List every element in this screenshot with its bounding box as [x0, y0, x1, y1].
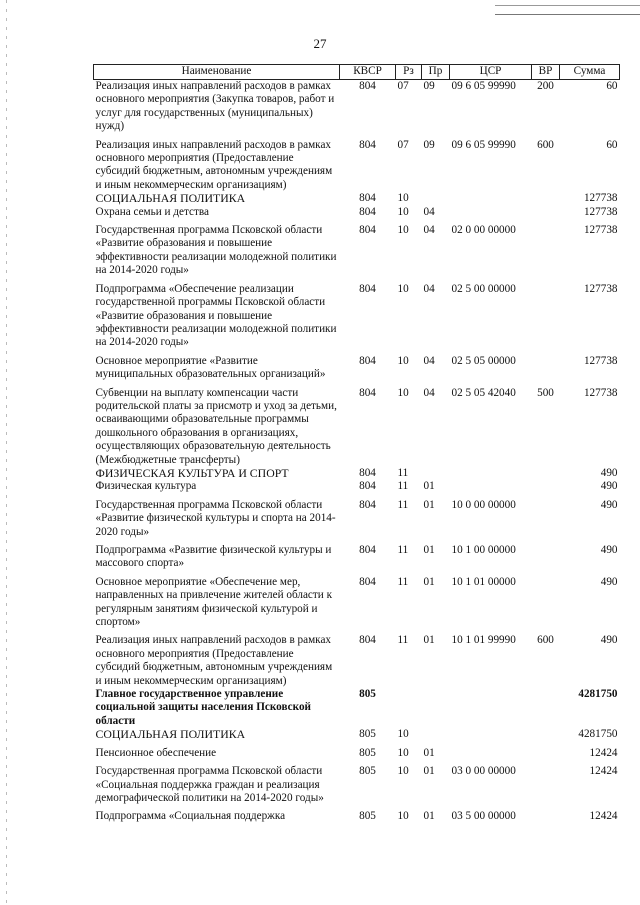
cell-sum: 4281750: [578, 728, 618, 741]
cell-pr: 01: [423, 575, 435, 588]
cell-csr: 03 0 00 00000: [451, 765, 516, 778]
cell-pr: [422, 192, 450, 205]
cell-csr: 10 1 00 00000: [451, 544, 516, 556]
cell-vr: [532, 480, 560, 493]
header-sum: Сумма: [560, 65, 620, 80]
cell-csr: [450, 206, 532, 219]
table-row: [94, 192, 620, 205]
table-row: [94, 206, 620, 219]
cell-vr: 600: [537, 634, 554, 647]
cell-kvsr: 804: [359, 354, 376, 367]
cell-rz: 10: [397, 765, 409, 778]
table-row: [94, 278, 620, 350]
cell-csr: [450, 688, 532, 728]
cell-kvsr: 804: [359, 205, 376, 218]
cell-sum: 60: [606, 80, 618, 92]
cell-pr: 04: [423, 354, 435, 367]
cell-kvsr: 805: [359, 728, 376, 741]
cell-rz: 10: [397, 282, 409, 295]
cell-vr: [532, 688, 560, 728]
cell-rz: 10: [397, 746, 409, 759]
cell-vr: [532, 760, 560, 805]
table-row: [94, 382, 620, 467]
cell-pr: 01: [423, 634, 435, 647]
header-name: Наименование: [94, 65, 340, 80]
cell-csr: 03 5 00 00000: [451, 810, 516, 823]
table-row: [94, 219, 620, 278]
header-csr: ЦСР: [450, 65, 532, 80]
table-row: [94, 539, 620, 571]
cell-csr: [450, 467, 532, 480]
table-row: [94, 80, 620, 134]
cell-sum: 60: [606, 138, 618, 151]
cell-sum: 12424: [589, 810, 618, 823]
table-row: [94, 629, 620, 688]
cell-pr: 01: [423, 544, 435, 556]
cell-rz: 11: [397, 480, 409, 493]
cell-kvsr: 804: [359, 386, 376, 399]
cell-vr: [532, 206, 560, 219]
table-row: [94, 571, 620, 630]
cell-rz: [396, 688, 422, 728]
cell-vr: [532, 192, 560, 205]
cell-pr: 04: [423, 205, 435, 218]
cell-sum: 490: [600, 466, 618, 479]
cell-kvsr: 804: [359, 498, 376, 511]
cell-pr: 01: [423, 480, 435, 493]
table-header-row: [94, 65, 620, 80]
cell-pr: [422, 467, 450, 480]
cell-kvsr: 804: [359, 575, 376, 588]
cell-name: Реализация иных направлений расходов в рамках основного мероприятия (Предоставление субсидий бюджетным, автономным учреждениям и иным некоммерческим организациям): [95, 634, 333, 687]
cell-name: Основное мероприятие «Обеспечение мер, направленных на привлечение жителей области к регулярным занятиям физической культурой и спортом»: [95, 575, 332, 629]
cell-sum: 490: [600, 498, 618, 511]
budget-table: [93, 64, 620, 824]
cell-kvsr: 804: [359, 466, 376, 479]
cell-rz: 10: [397, 354, 409, 367]
cell-name: Основное мероприятие «Развитие муниципальных образовательных организаций»: [95, 354, 326, 381]
cell-name: Государственная программа Псковской области «Развитие физической культуры и спорта на 2014-2020 годы»: [95, 498, 336, 538]
cell-csr: 09 6 05 99990: [451, 138, 516, 151]
cell-csr: [450, 742, 532, 760]
cell-kvsr: 804: [359, 282, 376, 295]
cell-rz: 10: [397, 810, 409, 823]
cell-sum: 490: [600, 544, 618, 556]
cell-name: Субвенции на выплату компенсации части родительской платы за присмотр и уход за детьми, осваивающими образовательные программы дошкольного образования в организациях, осуществляющих образовательную деятельность (Межбюджетные трансферты): [95, 386, 337, 466]
cell-pr: 04: [423, 282, 435, 295]
cell-pr: 01: [423, 746, 435, 759]
cell-name: Государственная программа Псковской области «Развитие образования и повышение эффективности реализации молодежной политики на 2014-2020 годы»: [95, 224, 337, 277]
cell-pr: 01: [423, 810, 435, 823]
cell-name: Пенсионное обеспечение: [95, 746, 217, 759]
cell-pr: 01: [423, 498, 435, 511]
cell-vr: [532, 728, 560, 741]
cell-rz: 11: [397, 575, 409, 588]
cell-kvsr: 804: [359, 224, 376, 237]
cell-name: СОЦИАЛЬНАЯ ПОЛИТИКА: [95, 191, 246, 206]
cell-rz: 11: [397, 634, 409, 647]
cell-sum: 127738: [583, 354, 618, 367]
cell-vr: [532, 742, 560, 760]
cell-pr: 04: [423, 224, 435, 237]
cell-name: Реализация иных направлений расходов в рамках основного мероприятия (Предоставление субсидий бюджетным, автономным учреждениям и иным некоммерческим организациям): [95, 138, 333, 191]
cell-kvsr: 804: [359, 634, 376, 647]
cell-csr: 09 6 05 99990: [451, 80, 516, 92]
header-rz: Рз: [396, 65, 422, 80]
cell-csr: 10 1 01 99990: [451, 634, 516, 647]
cell-name: Физическая культура: [95, 480, 197, 493]
cell-sum: 490: [600, 634, 618, 647]
table-row: [94, 350, 620, 382]
cell-kvsr: 804: [359, 192, 376, 205]
cell-vr: [532, 350, 560, 382]
scan-edge-top: [495, 0, 640, 15]
table-row: [94, 494, 620, 539]
cell-vr: 500: [537, 386, 554, 399]
cell-kvsr: 804: [359, 80, 376, 92]
cell-csr: 10 0 00 00000: [451, 498, 516, 511]
cell-pr: [422, 688, 450, 728]
cell-csr: 02 0 00 00000: [451, 224, 516, 237]
page-number: 27: [313, 36, 327, 51]
cell-csr: 02 5 00 00000: [451, 282, 516, 295]
cell-kvsr: 804: [359, 138, 376, 151]
cell-vr: [532, 219, 560, 278]
cell-name: Государственная программа Псковской области «Социальная поддержка граждан и реализация демографической политики на 2014-2020 годы»: [95, 765, 324, 804]
table-row: [94, 134, 620, 193]
cell-pr: 04: [423, 386, 435, 399]
cell-sum: 127738: [583, 192, 618, 205]
cell-rz: 11: [397, 544, 409, 556]
cell-csr: [450, 192, 532, 205]
cell-name: Реализация иных направлений расходов в рамках основного мероприятия (Закупка товаров, работ и услуг для государственных (муниципальных) нужд): [95, 80, 335, 133]
cell-pr: [422, 728, 450, 741]
cell-vr: [532, 805, 560, 823]
cell-name: СОЦИАЛЬНАЯ ПОЛИТИКА: [95, 727, 246, 742]
cell-name: Подпрограмма «Социальная поддержка: [95, 810, 286, 823]
cell-vr: 200: [537, 80, 554, 92]
cell-rz: 10: [397, 192, 409, 205]
cell-sum: 12424: [589, 746, 618, 759]
cell-vr: 600: [537, 138, 554, 151]
cell-vr: [532, 494, 560, 539]
cell-sum: 12424: [589, 765, 618, 778]
cell-csr: 02 5 05 42040: [451, 386, 516, 399]
header-kvsr: КВСР: [340, 65, 396, 80]
cell-sum: 127738: [583, 386, 618, 399]
cell-pr: 09: [423, 80, 435, 92]
table-row: [94, 728, 620, 741]
cell-kvsr: 805: [359, 688, 376, 701]
cell-kvsr: 804: [359, 480, 376, 493]
cell-csr: [450, 480, 532, 493]
cell-rz: 11: [397, 498, 409, 511]
cell-name: Подпрограмма «Обеспечение реализации государственной программы Псковской области «Развитие образования и повышение эффективности реализации молодежной политики на 2014-2020 годы»: [95, 282, 337, 349]
cell-pr: 09: [423, 138, 435, 151]
cell-sum: 490: [600, 480, 618, 493]
table-row: [94, 480, 620, 493]
table-row: [94, 805, 620, 823]
cell-sum: 4281750: [578, 688, 618, 701]
cell-kvsr: 804: [359, 544, 376, 556]
cell-kvsr: 805: [359, 765, 376, 778]
cell-rz: 10: [397, 224, 409, 237]
cell-rz: 07: [397, 138, 409, 151]
cell-csr: 10 1 01 00000: [451, 575, 516, 588]
header-vr: ВР: [532, 65, 560, 80]
cell-rz: 10: [397, 728, 409, 741]
cell-rz: 07: [397, 80, 409, 92]
scan-edge-left: [6, 0, 7, 905]
cell-sum: 490: [600, 575, 618, 588]
cell-rz: 10: [397, 386, 409, 399]
cell-csr: 02 5 05 00000: [451, 354, 516, 367]
cell-sum: 127738: [583, 224, 618, 237]
table-row: [94, 760, 620, 805]
cell-kvsr: 805: [359, 746, 376, 759]
cell-csr: [450, 728, 532, 741]
cell-vr: [532, 539, 560, 571]
cell-vr: [532, 467, 560, 480]
table-row: [94, 467, 620, 480]
cell-name: Подпрограмма «Развитие физической культуры и массового спорта»: [95, 544, 332, 570]
cell-sum: 127738: [583, 282, 618, 295]
cell-name: ФИЗИЧЕСКАЯ КУЛЬТУРА И СПОРТ: [95, 465, 289, 480]
cell-rz: 11: [397, 466, 409, 479]
cell-name: Главное государственное управление социальной защиты населения Псковской области: [95, 688, 311, 727]
table-row: [94, 742, 620, 760]
cell-sum: 127738: [583, 205, 618, 218]
cell-vr: [532, 278, 560, 350]
header-pr: Пр: [422, 65, 450, 80]
table-row: [94, 688, 620, 728]
cell-pr: 01: [423, 765, 435, 778]
cell-name: Охрана семьи и детства: [95, 205, 209, 218]
cell-kvsr: 805: [359, 810, 376, 823]
cell-vr: [532, 571, 560, 630]
cell-rz: 10: [397, 205, 409, 218]
